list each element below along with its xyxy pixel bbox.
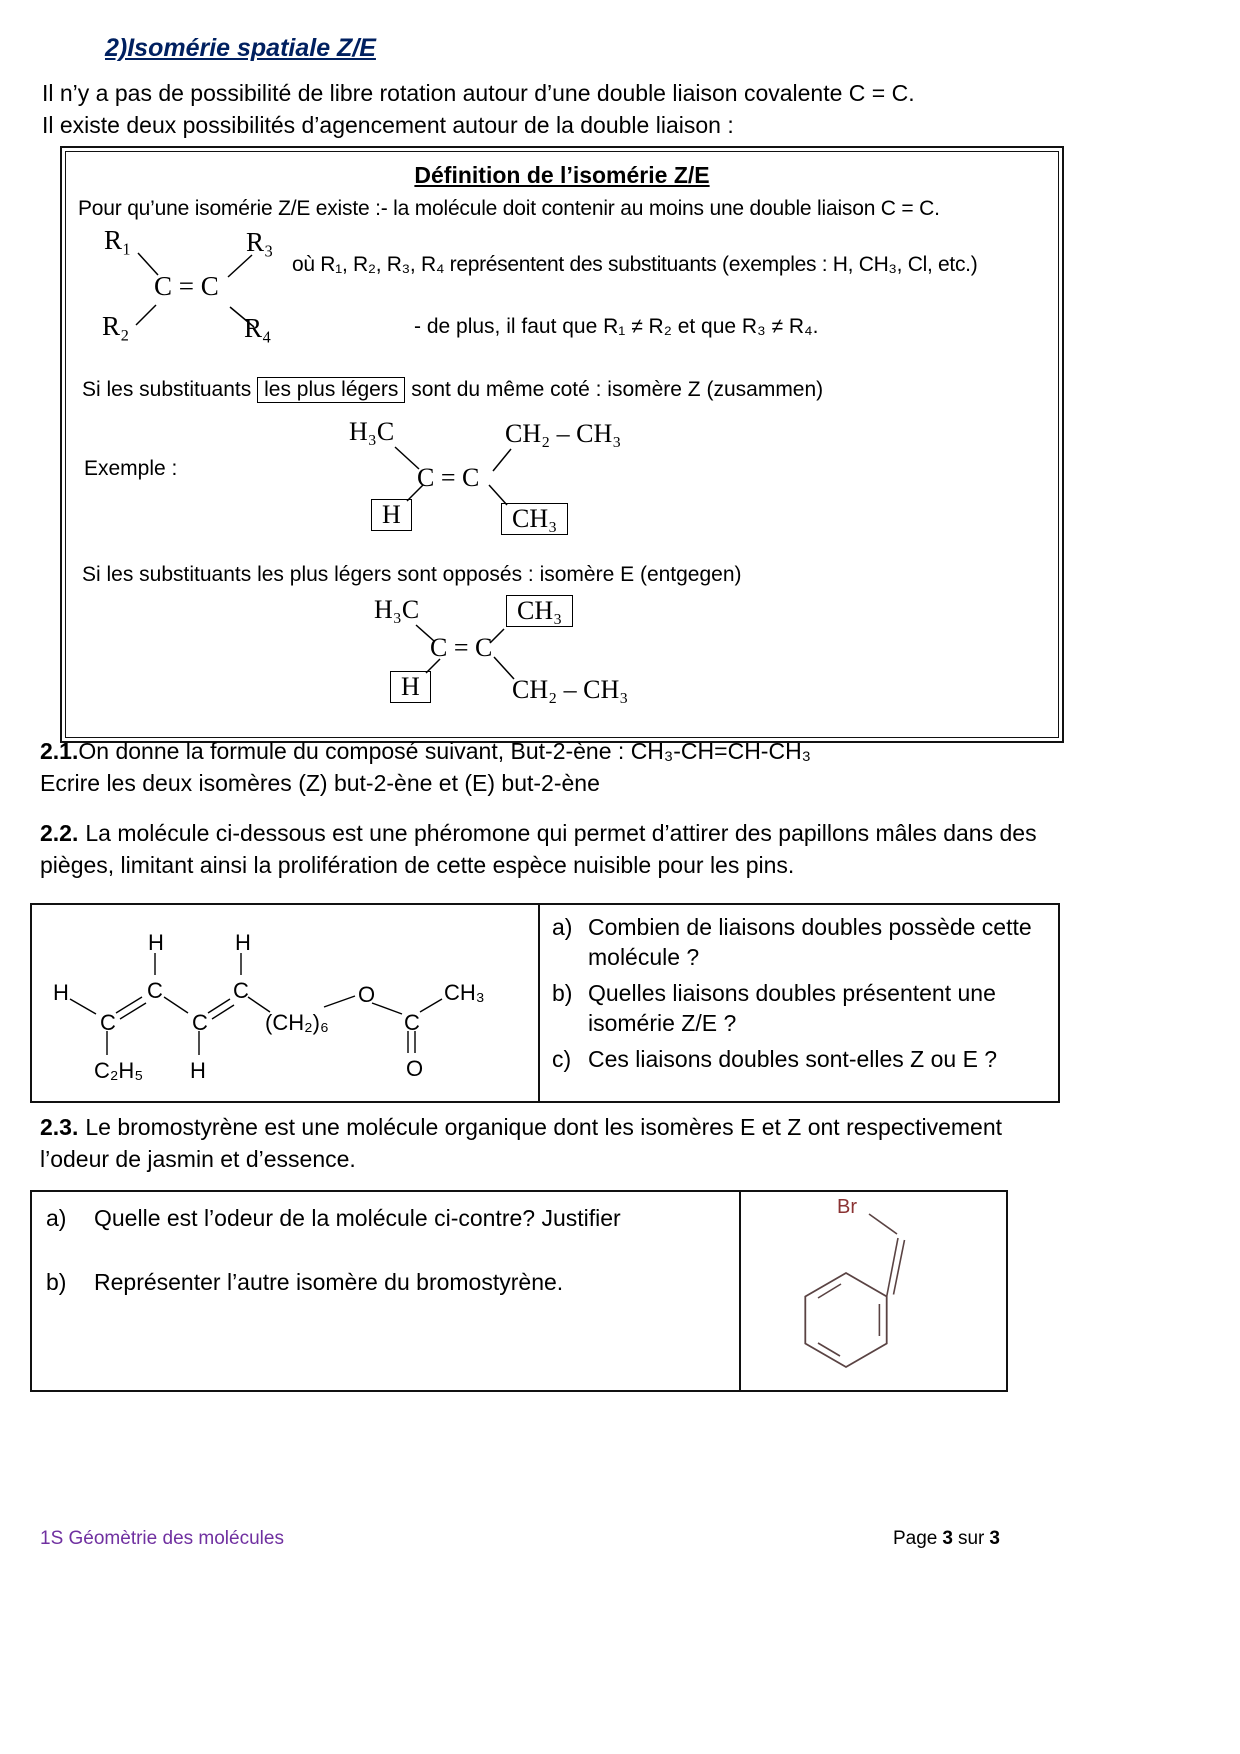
bromostyrene-bond-lines xyxy=(741,1192,1001,1390)
pheromone-box xyxy=(30,903,1060,1103)
z-bottom-right-group: CH₃ xyxy=(501,503,568,535)
group-ch3: CH₃ xyxy=(444,980,485,1005)
e-double-bond: C = C xyxy=(430,633,493,662)
e-example-row xyxy=(78,593,1046,727)
question-a-text: Combien de liaisons doubles possède cette molécule ? xyxy=(588,914,1032,970)
atom-c-lower-2: C xyxy=(192,1010,208,1035)
question-b-text: Quelles liaisons doubles présentent une isomérie Z/E ? xyxy=(588,979,996,1036)
atom-c-upper-2: C xyxy=(233,978,249,1003)
bromostyrene-structure xyxy=(739,1192,1008,1390)
z-isomer-structure xyxy=(343,413,688,558)
double-bond-cc: C = C xyxy=(154,271,219,301)
e-isomer-structure xyxy=(366,595,716,725)
z-rule-boxed-words: les plus légers xyxy=(257,377,405,403)
z-example-row xyxy=(78,411,1046,561)
z-double-bond: C = C xyxy=(417,463,480,492)
atom-h-bottom: H xyxy=(190,1058,206,1083)
question-b-label: b) xyxy=(46,1268,67,1295)
page-title: 2)Isomérie spatiale Z/E xyxy=(105,34,376,62)
z-rule-suffix: sont du même coté : isomère Z (zusammen) xyxy=(411,378,824,401)
atom-h-top-1: H xyxy=(148,930,164,955)
e-bottom-right-group: CH₂ – CH₃ xyxy=(512,675,629,704)
atom-o-ester: O xyxy=(358,982,376,1007)
e-top-right-group: CH₃ xyxy=(506,595,573,627)
atom-c-carbonyl: C xyxy=(404,1010,420,1035)
pheromone-structure xyxy=(38,909,538,1099)
z-top-right-group: CH₂ – CH₃ xyxy=(505,419,622,448)
question-c-text: Ces liaisons doubles sont-elles Z ou E ? xyxy=(588,1045,998,1072)
footer-page-total: 3 xyxy=(989,1528,1000,1549)
footer-page-current: 3 xyxy=(942,1528,953,1549)
atom-c-upper-1: C xyxy=(147,978,163,1003)
question-b-label: b) xyxy=(552,979,573,1006)
footer-course-title: 1S Géomètrie des molécules xyxy=(40,1528,284,1549)
group-c2h5: C₂H₅ xyxy=(94,1058,144,1083)
definition-condition-2: - de plus, il faut que R₁ ≠ R₂ et que R₃ ≠ R₄. xyxy=(414,315,819,338)
question-2-3 xyxy=(40,1112,1040,1175)
substituent-r2: R₂ xyxy=(102,311,130,341)
question-a-label: a) xyxy=(46,1205,67,1231)
atom-o-carbonyl: O xyxy=(406,1056,424,1081)
substituent-r4: R₄ xyxy=(244,313,272,343)
e-bottom-left-group: H xyxy=(390,671,431,703)
question-2-1-number: 2.1. xyxy=(40,738,79,764)
generic-bond-lines xyxy=(94,225,344,355)
generic-structure-row xyxy=(78,225,1046,367)
intro-line-2: Il existe deux possibilités d’agencement autour de la double liaison : xyxy=(42,111,734,138)
example-label: Exemple : xyxy=(84,457,178,480)
e-top-left-group: H₃C xyxy=(374,595,420,624)
question-2-3-number: 2.3. xyxy=(40,1114,79,1140)
footer-page-number xyxy=(893,1528,1000,1550)
z-bottom-left-group: H xyxy=(371,499,412,531)
group-ch2-6: (CH₂)₆ xyxy=(265,1010,329,1035)
bromostyrene-questions xyxy=(32,1192,739,1390)
bromostyrene-question-b xyxy=(46,1268,725,1298)
question-2-1-text: On donne la formule du composé suivant, But-2-ène : CH₃-CH=CH-CH₃ xyxy=(78,738,812,764)
intro-paragraph xyxy=(42,78,1132,141)
question-2-3-text: Le bromostyrène est une molécule organique dont les isomères E et Z ont respectivement l’odeur de jasmin et d’essence. xyxy=(40,1114,1003,1172)
question-c-label: c) xyxy=(552,1045,572,1072)
question-a-text: Quelle est l’odeur de la molécule ci-contre? Justifier xyxy=(94,1205,621,1231)
generic-alkene-structure xyxy=(94,225,344,355)
question-2-2-text: La molécule ci-dessous est une phéromone qui permet d’attirer des papillons mâles dans des pièges, limitant ainsi la prolifération de cette espèce nuisible pour les pins. xyxy=(40,820,1037,878)
pheromone-question-b xyxy=(552,979,1048,1039)
question-2-2 xyxy=(40,818,1058,881)
atom-h-top-2: H xyxy=(235,930,251,955)
z-rule-prefix: Si les substituants xyxy=(82,378,252,401)
definition-title: Définition de l’isomérie Z/E xyxy=(414,162,710,188)
footer-page-word: Page xyxy=(893,1528,938,1549)
question-2-2-number: 2.2. xyxy=(40,820,79,846)
substituent-r1: R₁ xyxy=(104,225,132,255)
substituents-note: où R₁, R₂, R₃, R₄ représentent des substituants (exemples : H, CH₃, Cl, etc.) xyxy=(292,253,978,276)
pheromone-question-a xyxy=(552,913,1048,973)
footer-page-sur: sur xyxy=(957,1528,985,1549)
atom-br: Br xyxy=(837,1196,857,1218)
question-2-1-line-1 xyxy=(40,736,1170,768)
atom-c-lower-1: C xyxy=(100,1010,116,1035)
atom-h-left: H xyxy=(53,980,69,1005)
question-a-label: a) xyxy=(552,914,573,940)
pheromone-questions xyxy=(538,905,1058,1101)
definition-box xyxy=(60,146,1064,743)
z-top-left-group: H₃C xyxy=(349,417,395,446)
z-isomer-rule xyxy=(82,377,1046,403)
definition-condition-1: Pour qu’une isomérie Z/E existe :- la molécule doit contenir au moins une double liaison C = C. xyxy=(78,197,940,220)
pheromone-question-c xyxy=(552,1045,1048,1075)
intro-line-1: Il n’y a pas de possibilité de libre rotation autour d’une double liaison covalente C = C. xyxy=(42,80,915,106)
bromostyrene-box xyxy=(30,1190,1008,1392)
bromostyrene-question-a xyxy=(46,1204,725,1234)
question-b-text: Représenter l’autre isomère du bromostyrène. xyxy=(94,1268,564,1295)
definition-box-inner xyxy=(65,151,1059,738)
question-2-1-line-2: Ecrire les deux isomères (Z) but-2-ène et (E) but-2-ène xyxy=(40,769,600,796)
e-isomer-rule: Si les substituants les plus légers sont opposés : isomère E (entgegen) xyxy=(82,563,742,586)
substituent-r3: R₃ xyxy=(246,227,274,257)
question-2-1 xyxy=(40,736,1170,799)
